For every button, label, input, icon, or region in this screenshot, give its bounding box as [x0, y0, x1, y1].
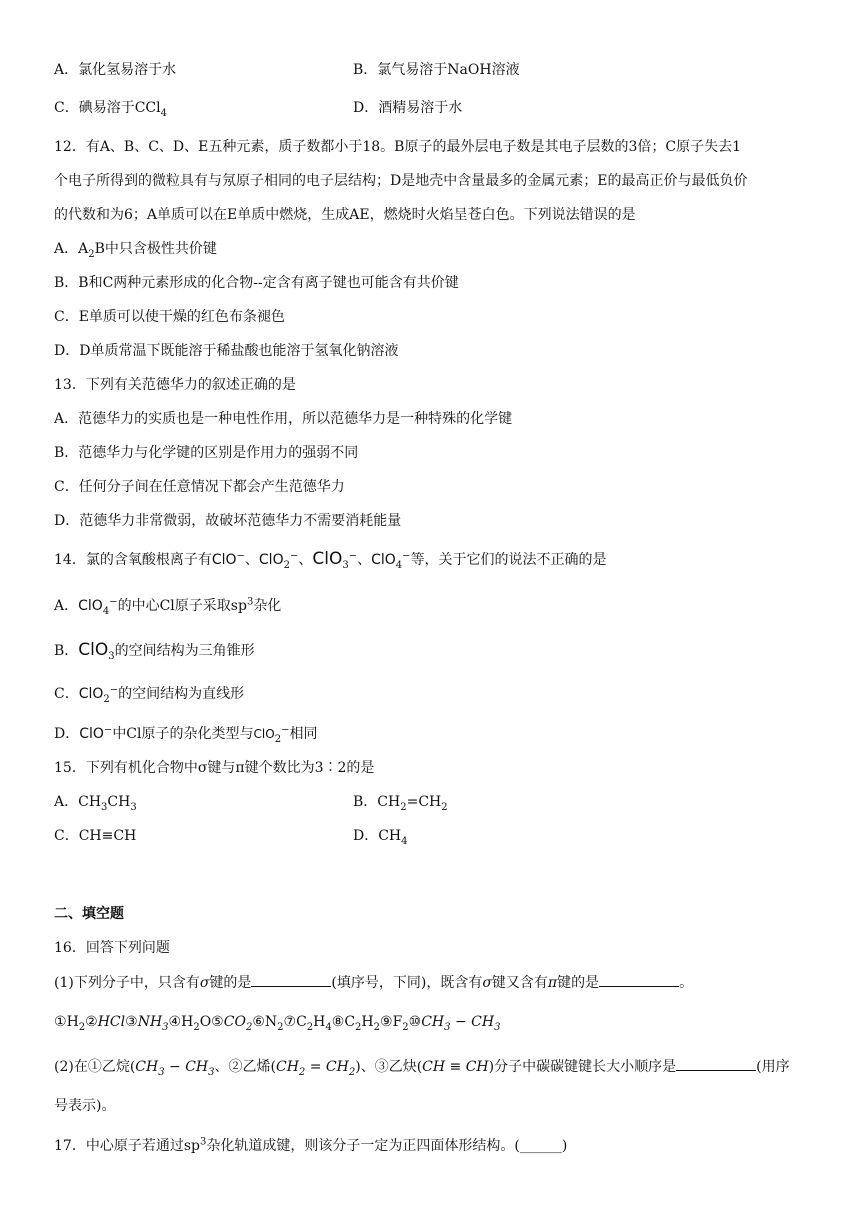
answer-blank-2[interactable]	[599, 972, 679, 987]
q15-option-d: D．$CH_4$	[353, 828, 408, 847]
q14-option-c: C．ClO$_2$−的空间结构为直线形	[54, 684, 245, 705]
q17-stem: 17．中心原子若通过$sp^3$杂化轨道成键，则该分子一定为正四面体形结构。(______)	[54, 1136, 568, 1154]
q12-option-a: A．$A_2B$中只含极性共价键	[54, 241, 217, 260]
molecule-item: $⑩CH_3 - CH_3$	[408, 1014, 501, 1033]
q16-part2-line2: 号表示)。	[54, 1098, 116, 1114]
q12-option-d: D．D单质常温下既能溶于稀盐酸也能溶于氢氧化钠溶液	[54, 343, 399, 359]
q13-option-c: C．任何分子间在任意情况下都会产生范德华力	[54, 479, 345, 495]
molecule-item: $③NH_3$	[125, 1014, 169, 1033]
q13-option-d: D．范德华力非常微弱，故破坏范德华力不需要消耗能量	[54, 513, 402, 529]
q11-option-c: C．碘易溶于CCl$_4$	[54, 100, 167, 119]
q15-stem: 15．下列有机化合物中σ键与π键个数比为3∶2的是	[54, 760, 375, 776]
molecule-item: $④H_2O$	[168, 1014, 212, 1033]
q14-stem: 14．氯的含氧酸根离子有ClO−、ClO$_2$−、ClO$_3$−、ClO$_4$−等，关于它们的说法不正确的是	[54, 549, 607, 571]
q15-option-b: B．$CH_2=CH_2$	[353, 794, 448, 813]
q16-molecule-list	[54, 1012, 500, 1032]
q12-option-c: C．E单质可以使干燥的红色布条褪色	[54, 309, 285, 325]
q13-option-a: A．范德华力的实质也是一种电性作用，所以范德华力是一种特殊的化学键	[54, 411, 513, 427]
q16-part1: (1)下列分子中，只含有σ键的是 (填序号，下同)，既含有σ键又含有π键的是 。	[54, 972, 693, 993]
q13-option-b: B．范德华力与化学键的区别是作用力的强弱不同	[54, 445, 359, 461]
q15-option-a: A．$CH_3CH_3$	[54, 794, 137, 813]
q12-stem-line3: 的代数和为6；A单质可以在E单质中燃烧，生成AE，燃烧时火焰呈苍白色。下列说法错误的是	[54, 207, 636, 223]
section-title: 二、填空题	[54, 906, 124, 922]
molecule-item: $①H_2$	[54, 1014, 86, 1033]
molecule-item: $⑥N_2$	[252, 1014, 284, 1033]
q15-option-c: C．CH≡CH	[54, 828, 137, 844]
q16-stem: 16．回答下列问题	[54, 940, 170, 956]
q13-stem: 13．下列有关范德华力的叙述正确的是	[54, 377, 296, 393]
molecule-item: ②HCl	[85, 1014, 126, 1030]
molecule-item: $⑦C_2H_4$	[283, 1014, 332, 1033]
q14-option-b: B．ClO$_3$的空间结构为三角锥形	[54, 640, 255, 662]
q11-option-a: A．氯化氢易溶于水	[54, 62, 177, 78]
molecule-item: $⑧C_2H_2$	[331, 1014, 380, 1033]
q12-option-b: B．B和C两种元素形成的化合物--定含有离子键也可能含有共价键	[54, 275, 459, 291]
q16-part2-line1: (2)在①乙烷($CH_3 - CH_3$、②乙烯$(CH_2 = CH_2)$、③乙炔(CH ≡ CH)分子中碳碳键键长大小顺序是 (用序	[54, 1056, 790, 1077]
answer-blank-1[interactable]	[251, 972, 331, 987]
molecule-item: $⑤CO_2$	[211, 1014, 253, 1033]
q11-option-b: B．氯气易溶于NaOH溶液	[353, 62, 520, 78]
q14-option-d: D．ClO−中Cl原子的杂化类型与ClO$_2$−相同	[54, 724, 318, 745]
q12-stem-line2: 个电子所得到的微粒具有与氖原子相同的电子层结构；D是地壳中含量最多的金属元素；E的最高正价与最低负价	[54, 173, 748, 189]
q14-option-a: A．ClO$_4$−的中心Cl原子采取$sp^3$杂化	[54, 596, 282, 617]
q11-option-d: D．酒精易溶于水	[353, 100, 463, 116]
q12-stem-line1: 12．有A、B、C、D、E五种元素，质子数都小于18。B原子的最外层电子数是其电子层数的3倍；C原子失去1	[54, 139, 741, 155]
answer-blank-3[interactable]	[676, 1056, 756, 1071]
molecule-item: $⑨F_2$	[380, 1014, 409, 1033]
